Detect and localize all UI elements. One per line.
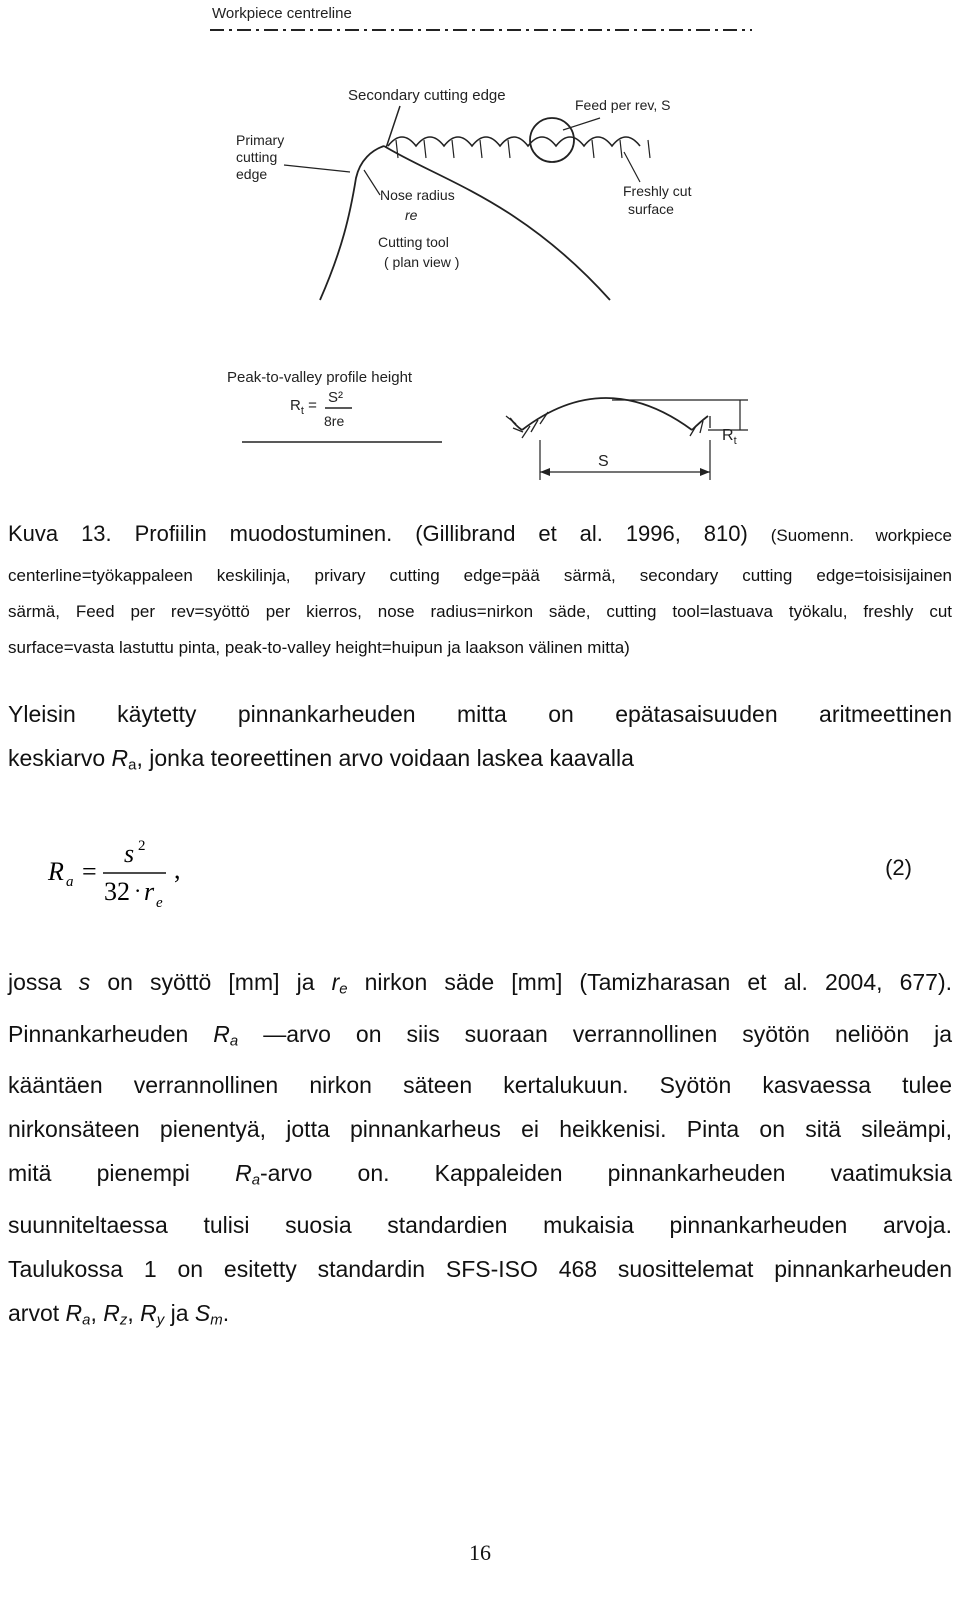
label-re: re: [405, 207, 418, 223]
svg-text:,: ,: [174, 855, 181, 884]
formula-numerator: S²: [328, 389, 343, 406]
label-rt: $R_t$: [722, 427, 737, 447]
figure-caption: Kuva 13. Profiilin muodostuminen. (Gillibrand et al. 1996, 810) (Suomenn. workpiece centerline=työkappaleen keskilinja, privary cutting edge=pää särmä, secondary cutting edge=toisisijainen särmä, Feed per rev=syöttö per kierros, nose radius=nirkon säde, cutting tool=lastuava työkalu, freshly cut surface=vasta lastuttu pinta, peak-to-valley height=huipun ja laakson välinen mitta): [8, 521, 952, 657]
profile-arc: [522, 398, 692, 430]
label-workpiece-centreline: Workpiece centreline: [212, 5, 352, 22]
cutting-tool: [320, 146, 610, 300]
label-peak-to-valley: Peak-to-valley profile height: [227, 369, 413, 386]
equation-2: [0, 828, 960, 918]
profile-formation-figure: [200, 0, 760, 495]
svg-text:R: R: [48, 857, 64, 886]
svg-text:s: s: [124, 839, 135, 868]
label-primary-cutting-edge: Primary cutting edge: [236, 132, 285, 182]
svg-text:2: 2: [138, 838, 146, 854]
label-feed-per-rev: Feed per rev, S: [575, 97, 671, 113]
label-freshly-cut-surface: Freshly cut surface: [623, 183, 692, 217]
feed-marks: [388, 137, 640, 146]
paragraph-explanation: jossa s on syöttö [mm] ja $r_e$ nirkon säde [mm] (Tamizharasan et al. 2004, 677). Pinnankarheuden $R_a$ —arvo on siis suoraan verrannollinen syötön neliöön ja kääntäen verrannollinen nirkon säteen kertalukuun. Syötön kasvaessa tulee nirkonsäteen pienentyä, jotta pinnankarheus ei heikkenisi. Pinta on sitä sileämpi, mitä pienempi $R_a$-arvo on. Kappaleiden pinnankarheuden vaatimuksia suunniteltaessa tulisi suosia standardien mukaisia pinnankarheuden arvoja. Taulukossa 1 on esitetty standardin SFS-ISO 468 suosittelemat pinnankarheuden arvot $R_a$, $R_z$, $R_y$ ja $S_m$.: [8, 969, 952, 1329]
label-nose-radius: Nose radius: [380, 187, 455, 203]
equation-number: (2): [885, 855, 912, 880]
label-secondary-cutting-edge: Secondary cutting edge: [348, 87, 506, 104]
formula-denominator: 8re: [324, 413, 345, 429]
formula-rt: $R_t$ =: [290, 397, 317, 417]
label-s: S: [598, 453, 609, 470]
paragraph-intro: Yleisin käytetty pinnankarheuden mitta on epätasaisuuden aritmeettinen keskiarvo $R_a$, jonka teoreettinen arvo voidaan laskea kaavalla: [8, 701, 952, 774]
svg-text:r: r: [144, 877, 155, 906]
svg-text:32: 32: [104, 877, 130, 906]
svg-text:a: a: [66, 874, 74, 890]
page-number: 16: [469, 1540, 491, 1565]
label-cutting-tool: Cutting tool ( plan view ): [378, 234, 460, 270]
svg-text:=: =: [82, 857, 97, 886]
svg-text:e: e: [156, 895, 163, 911]
svg-text:·: ·: [134, 878, 142, 903]
detail-circle: [530, 118, 574, 162]
